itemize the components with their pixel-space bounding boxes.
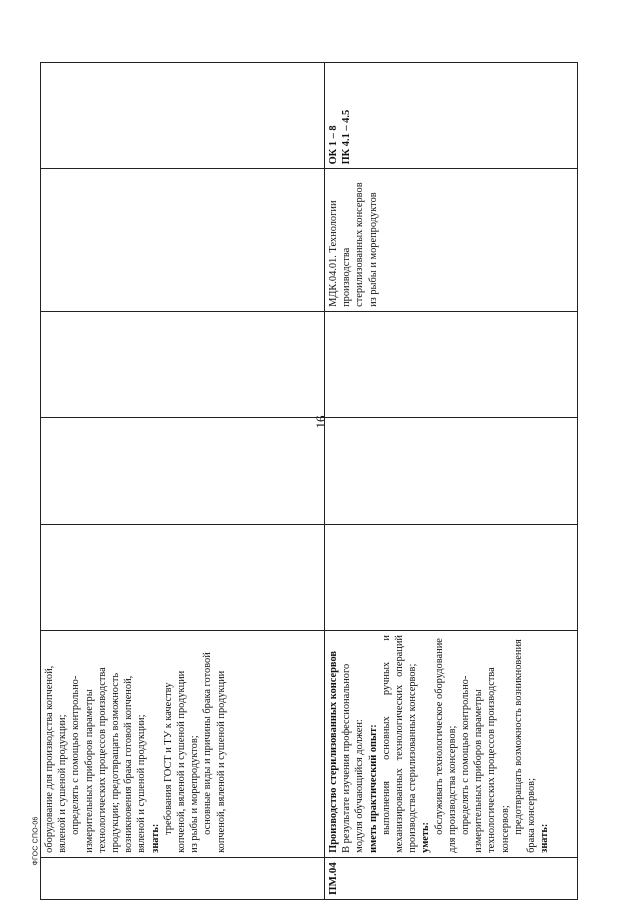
empty-cell: [325, 524, 578, 630]
page-number: 16: [313, 415, 328, 429]
content-line: продукции; предотвращать возможность: [110, 672, 122, 853]
curriculum-table: [40, 62, 578, 900]
module-code-cell: [325, 857, 578, 899]
content-cell: [41, 631, 325, 858]
know-line: требования ГОСТ и ТУ к качеству: [162, 682, 174, 835]
content-line: вяленой и сушеной продукции;: [57, 714, 69, 853]
skill-line: предотвращать возможность возникновения брака консервов;: [512, 639, 538, 853]
empty-cell: [41, 63, 325, 169]
module-intro: В результате изучения профессионального модуля обучающийся должен:: [341, 663, 366, 853]
know-label: знать:: [539, 823, 551, 853]
skill-line: определять с помощью контрольно-измерительных приборов параметры технологических процессов производства консервов;: [460, 667, 511, 853]
module-title: Производство стерилизованных консервов: [328, 651, 339, 853]
empty-cell: [41, 311, 325, 417]
content-line: оборудование для производства копченой,: [44, 665, 55, 853]
table-row: [41, 63, 325, 900]
content-line: возникновения брака готовой копченой,: [123, 675, 135, 853]
content-line: определять с помощью контрольно-: [70, 675, 82, 835]
practice-label: иметь практический опыт:: [367, 724, 379, 853]
know-line: копченой, вяленой и сушеной продукции: [215, 670, 227, 853]
index-cell: [41, 857, 325, 899]
know-line: основные виды и причины брака готовой: [202, 652, 214, 835]
skill-line: обслуживать технологическое оборудование для производства консервов;: [433, 638, 458, 853]
empty-cell: [325, 311, 578, 417]
empty-cell: [41, 524, 325, 630]
competencies-cell: [325, 63, 578, 169]
empty-cell: [41, 418, 325, 524]
content-line: измерительных приборов параметры: [83, 689, 95, 853]
competencies-pk: ПК 4.1 – 4.5: [341, 109, 353, 165]
competencies-ok: ОК 1 – 8: [328, 125, 339, 165]
rotated-table-wrapper: [40, 62, 577, 900]
know-label: знать:: [149, 823, 161, 853]
practice-text: выполнения основных ручных и механизированных технологических операций производства стерилизованных консервов;: [380, 635, 419, 853]
footer-code: ФГОС СПО-06: [32, 816, 40, 866]
skills-label: уметь:: [420, 822, 432, 853]
table-row: [325, 63, 578, 900]
content-cell: [325, 631, 578, 858]
mdk-cell: [325, 169, 578, 312]
content-line: технологических процессов производства: [96, 667, 108, 853]
empty-cell: [325, 418, 578, 524]
know-line: из рыбы и морепродуктов;: [189, 735, 201, 853]
module-code: ПМ.04: [327, 862, 339, 895]
mdk-text: МДК.04.01. Технологии производства стерилизованных консервов из рыбы и морепродуктов: [328, 182, 379, 307]
content-line: вяленой и сушеной продукции;: [136, 714, 148, 853]
empty-cell: [41, 169, 325, 312]
know-line: копченой, вяленой и сушеной продукции: [176, 670, 188, 853]
